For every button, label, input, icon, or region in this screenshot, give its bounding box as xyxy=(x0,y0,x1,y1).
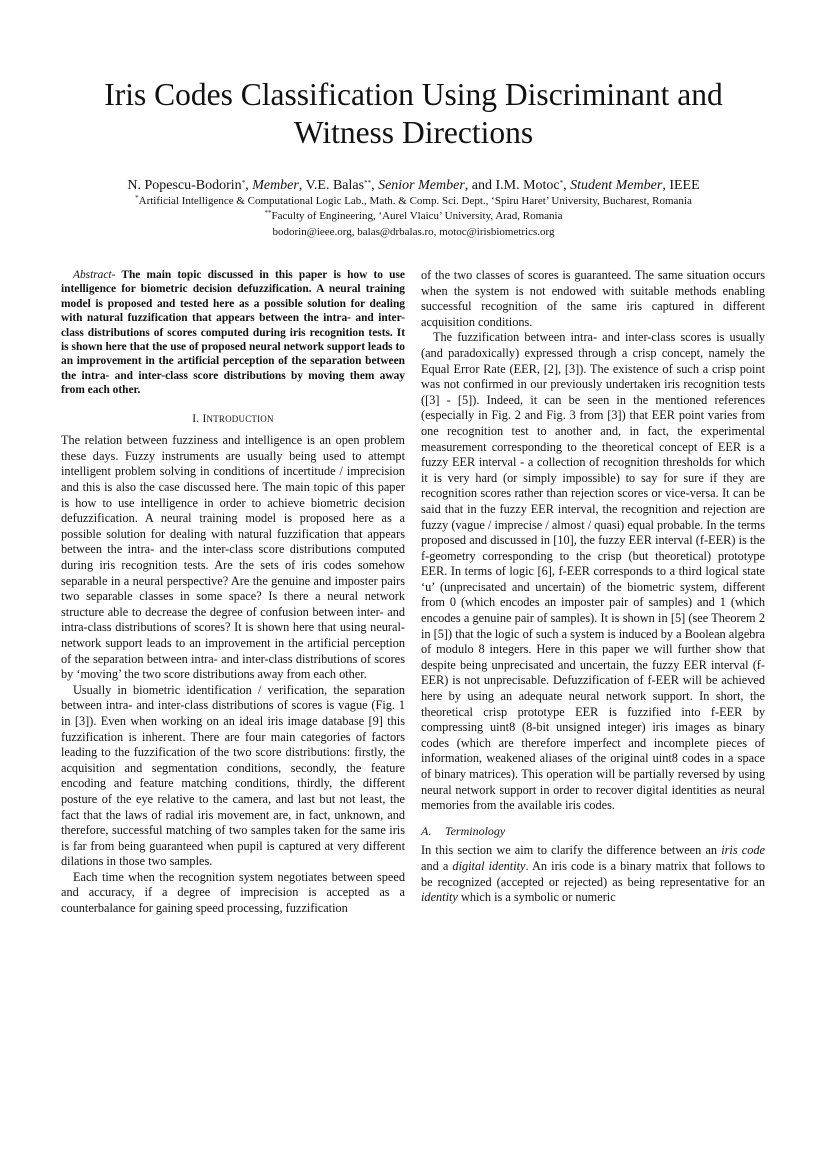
title-line-2: Witness Directions xyxy=(293,115,534,150)
affiliation-mark: ** xyxy=(364,179,372,187)
section-heading-introduction: I. INTRODUCTION xyxy=(192,412,274,425)
body-paragraph: of the two classes of scores is guaranteed. The same situation occurs when the system is not endowed with suitable methods enabling successful recognition of the same iris captured in different acquisition conditions. xyxy=(421,268,765,329)
author-list: N. Popescu-Bodorin*, Member, V.E. Balas**, Senior Member, and I.M. Motoc*, Student Member, IEEE xyxy=(127,178,700,193)
body-paragraph: Usually in biometric identification / verification, the separation between intra- and inter-class distributions of scores is vague (Fig. 1 in [3]). Even when working on an ideal iris image database [9] this fuzzification is inherent. There are four main categories of factors leading to the fuzzification of the two score distributions: firstly, the acquisition and segmentation conditions, secondly, the feature encoding and feature matching conditions, thirdly, the different posture of the eye relative to the camera, and last but not least, the fact that the laws of radial iris movement are, in fact, unknown, and therefore, successful matching of two samples taken for the same iris is far from being guaranteed when pupil is captured at very different dilations in those two samples. xyxy=(61,682,405,869)
abstract-text: The main topic discussed in this paper is how to use intelligence for biometric decision defuzzification. A neural training model is proposed and tested here as a possible solution for dealing with natural fuzzification that appears between the intra- and inter-class distributions of scores computed during iris recognition tests. It is shown here that the use of proposed neural network support leads to an improvement in the artificial perception of the separation between the intra- and inter-class score distributions by moving them away from each other. xyxy=(61,269,405,397)
title-line-1: Iris Codes Classification Using Discriminant and xyxy=(104,77,723,112)
affiliation-mark: * xyxy=(135,194,139,202)
affiliation-text: Artificial Intelligence & Computational Logic Lab., Math. & Comp. Sci. Dept., ‘Spiru Haret’ University, Bucharest, Romania xyxy=(138,195,692,207)
affiliation-mark: * xyxy=(241,179,246,187)
subsection-heading-terminology: A. Terminology xyxy=(421,823,506,838)
author-name: V.E. Balas xyxy=(305,178,365,193)
paper-title xyxy=(60,76,767,152)
abstract-label: Abstract- xyxy=(73,269,116,281)
body-paragraph: The relation between fuzziness and intelligence is an open problem these days. Fuzzy instruments are usually being used to attempt intelligent problem solving in conditions of incertitude / imprecision and this is also the case discussed here. The main topic of this paper is how to use intelligence in order to achieve biometric decision defuzzification. A neural training model is proposed here as a possible solution for dealing with natural fuzzification that appears between the intra- and the inter-class score distributions computed during iris recognition tests. Are the sets of iris codes somehow separable in a neural perspective? Are the genuine and imposter pairs two separable classes in some space? Is there a neural network structure able to decrease the degree of confusion between inter- and intra-class distributions of scores? It is shown here that using neural-network support leads to an improvement in the artificial perception of the separation between intra- and inter-class distributions of scores by ‘moving’ the two score distributions away from each other. xyxy=(61,433,405,682)
author-name: N. Popescu-Bodorin xyxy=(127,178,242,193)
author-role: Student Member xyxy=(570,178,663,193)
author-role: Member xyxy=(252,178,299,193)
right-column xyxy=(421,268,765,906)
left-column xyxy=(61,268,405,917)
body-paragraph: Each time when the recognition system negotiates between speed and accuracy, if a degree of imprecision is accepted as a counterbalance for gaining speed processing, fuzzification xyxy=(61,869,405,916)
body-paragraph: In this section we aim to clarify the difference between an iris code and a digital identity. An iris code is a binary matrix that follows to be recognized (accepted or rejected) as being representative for an identity which is a symbolic or numeric xyxy=(421,843,765,905)
author-name: I.M. Motoc xyxy=(495,178,560,193)
author-society: IEEE xyxy=(669,178,700,193)
body-paragraph: The fuzzification between intra- and inter-class scores is usually (and paradoxically) expressed through a crisp concept, namely the Equal Error Rate (EER, [2], [3]). The existence of such a crisp point was not confirmed in our previously undertaken iris recognition tests ([3] - [5]). Indeed, it can be seen in the mentioned references (especially in Fig. 2 and Fig. 3 from [3]) that EER point varies from one recognition test to another and, in fact, the experimental measurement corresponding to the theoretical concept of EER is a fuzzy EER interval - a collection of recognition thresholds for which it is very hard (or simply impossible) to say for sure if they are recognition scores rather than rejection scores or vice-versa. It can be said that in the fuzzy EER interval, the recognition and rejection are fuzzy (vague / imprecise / almost / quasi) equal probable. In the terms proposed and discussed in [10], the fuzzy EER interval (f-EER) is the f-geometry corresponding to the crisp (but theoretical) prototype EER. In terms of logic [6], f-EER corresponds to a third logical state ‘u’ (unprecisated and uncertain) of the biometric system, different from 0 (which encodes an imposter pair of samples) and 1 (which encodes a genuine pair of samples). It is shown in [5] (see Theorem 2 in [5]) that the logic of such a system is induced by a Boolean algebra of modulo 8 integers. Here in this paper we will further show that despite being unprecisated and uncertain, the fuzzy EER interval (f-EER) is not unprecisable. Defuzzification of f-EER will be achieved here by using an adequate neural network support. In short, the theoretical crisp prototype EER is fuzzified into f-EER by compressing uint8 (8-bit unsigned integer) iris images as binary codes (which are therefore imperfect and incomplete pieces of information, weakened aliases of the original uint8 codes in a space of binary matrices). This operation will be partially reversed by using neural network support in order to recover digital identities as neural memories from the available iris codes. xyxy=(421,330,765,813)
affiliation-line xyxy=(40,195,787,208)
affiliation-text: Faculty of Engineering, ‘Aurel Vlaicu’ University, Arad, Romania xyxy=(271,210,563,222)
author-emails: bodorin@ieee.org, balas@drbalas.ro, motoc@irisbiometrics.org xyxy=(272,226,555,238)
author-role: Senior Member xyxy=(378,178,465,193)
affiliation-line xyxy=(40,210,787,223)
abstract xyxy=(61,268,405,398)
affiliation-mark: * xyxy=(559,179,564,187)
author-conjunction: and xyxy=(471,178,492,193)
affiliation-mark: ** xyxy=(264,209,272,217)
